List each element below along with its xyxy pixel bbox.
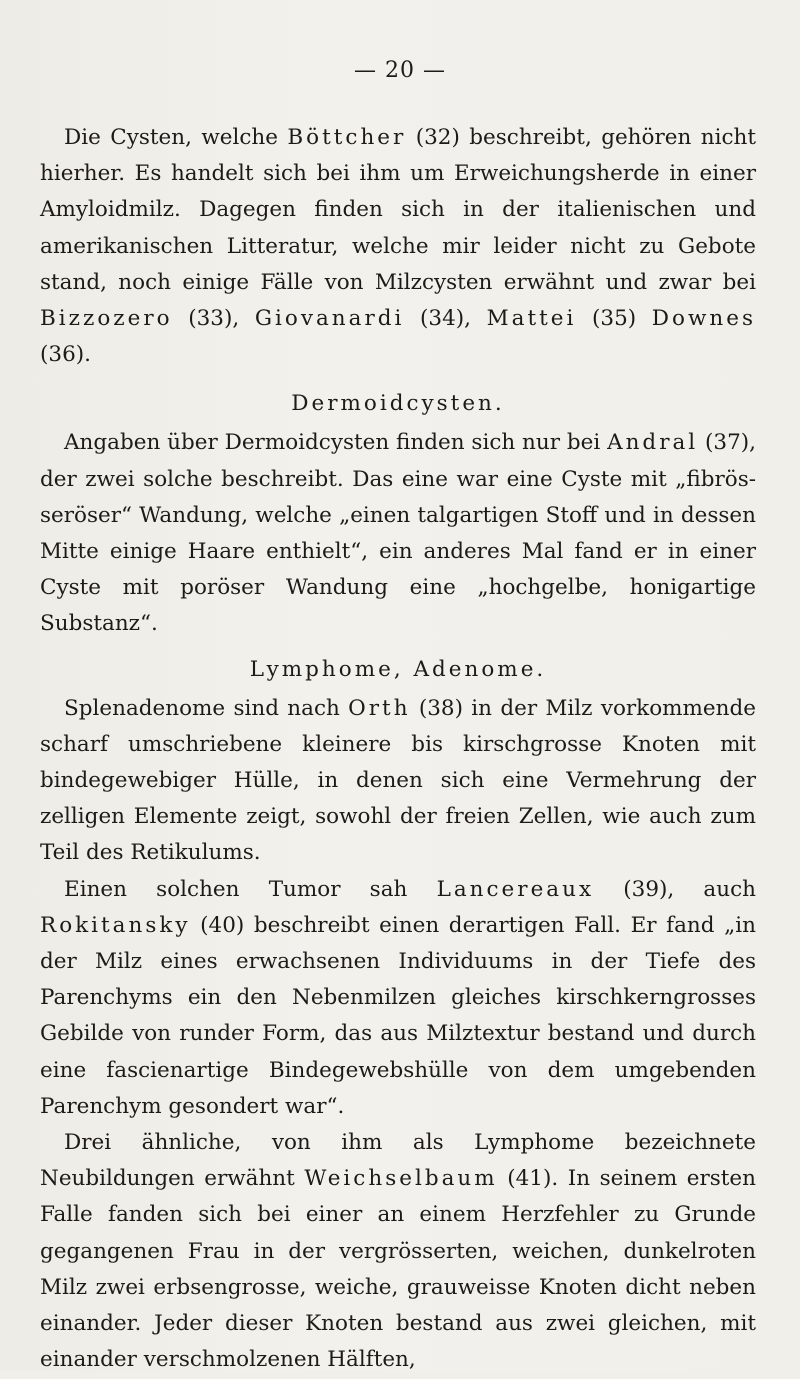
text-run: Einen solchen Tumor sah: [64, 876, 437, 902]
paragraph: [40, 691, 756, 872]
text-run: (33),: [172, 306, 255, 332]
text-run: (39), auch: [594, 876, 756, 902]
text-run: Drei ähnliche, von ihm als Lymphome bezeichnete Neubildungen erwähnt: [40, 1130, 756, 1192]
text-run: (34),: [404, 306, 487, 332]
text-run: Angaben über Dermoidcysten finden sich nur bei: [64, 430, 608, 456]
text-run: (32) beschreibt, gehören nicht hierher. Es handelt sich bei ihm um Erweichungsherde in einer Amyloidmilz. Dagegen finden sich in der italienischen und amerikanischen Litteratur, welche mir leider nicht zu Gebote stand, noch einige Fälle von Milzcysten erwähnt und zwar bei: [40, 125, 756, 295]
page-body: [40, 120, 756, 1379]
text-run: (40) beschreibt einen derartigen Fall. Er fand „in der Milz eines erwachsenen Individuums in der Tiefe des Parenchyms ein den Nebenmilzen gleiches kirschkerngrosses Gebilde von runder Form, das aus Milztextur bestand und durch eine fascienartige Bindegewebshülle von dem umgebenden Parenchym gesondert war“.: [40, 912, 756, 1119]
author-name: Giovanardi: [254, 306, 405, 332]
text-run: Die Cysten, welche: [64, 125, 288, 150]
author-name: Andral: [607, 430, 699, 456]
paragraph: [40, 120, 756, 373]
author-name: Mattei: [486, 306, 577, 332]
author-name: Lancereaux: [436, 876, 595, 902]
text-run: (41). In seinem ersten Falle fanden sich bei einer an einem Herzfehler zu Grunde gegangenen Frau in der vergrösserten, weichen, dunkelroten Milz zwei erbsengrosse, weiche, grauweisse Knoten dicht neben einander. Jeder dieser Knoten bestand aus zwei gleichen, mit einander verschmolzenen Hälften,: [40, 1166, 757, 1373]
author-name: Downes: [651, 306, 756, 332]
page-number: — 20 —: [354, 58, 446, 83]
author-name: Weichselbaum: [304, 1166, 498, 1192]
author-name: Rokitansky: [40, 912, 191, 938]
paragraph: [40, 872, 756, 1125]
text-run: Splenadenome sind nach: [64, 695, 349, 721]
text-run: (38) in der Milz vorkommende scharf umschriebene kleinere bis kirschgrosse Knoten mit bindegewebiger Hülle, in denen sich eine Vermehrung der zelligen Elemente zeigt, sowohl der freien Zellen, wie auch zum Teil des Retikulums.: [40, 695, 756, 866]
author-name: Bizzozero: [40, 306, 173, 332]
section-heading: Dermoidcysten.: [291, 391, 505, 417]
section-heading: Lymphome, Adenome.: [249, 656, 547, 682]
text-run: (35): [576, 306, 652, 332]
text-run: (36).: [40, 342, 91, 368]
paragraph: [40, 1125, 756, 1378]
author-name: Böttcher: [287, 125, 407, 150]
author-name: Orth: [348, 695, 411, 721]
paragraph: [40, 425, 756, 642]
text-run: (37), der zwei solche beschreibt. Das eine war eine Cyste mit „fibrös-seröser“ Wandung, welche „einen talgartigen Stoff und in dessen Mitte einige Haare enthielt“, ein anderes Mal fand er in einer Cyste mit poröser Wandung eine „hochgelbe, honigartige Substanz“.: [40, 430, 756, 637]
